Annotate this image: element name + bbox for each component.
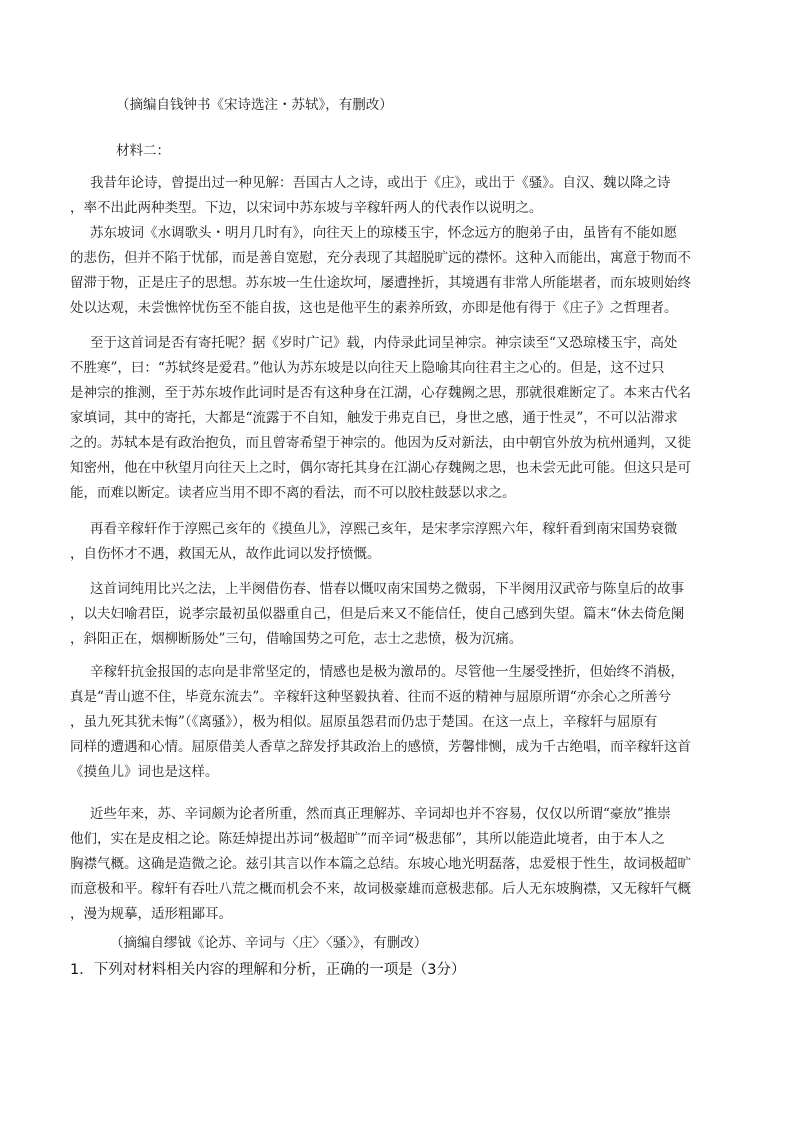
body-line: 知密州，他在中秋望月向往天上之时，偶尔寄托其身在江湖心存魏阙之思，也未尝无此可能。但这只是可 — [70, 460, 691, 476]
body-line: 处以达观，未尝憔悴忧伤至不能自拔，这也是他平生的素养所致，亦即是他有得于《庄子》之哲理者。 — [70, 300, 678, 316]
body-line: 再看辛稼轩作于淳熙己亥年的《摸鱼儿》，淳熙己亥年，是宋孝宗淳熙六年，稼轩看到南宋国势衰微 — [90, 521, 678, 537]
body-line: ，虽九死其犹未悔”（《离骚》），极为相似。屈原虽怨君而仍忠于楚国。在这一点上，辛稼轩与屈原有 — [70, 714, 658, 730]
body-line: 至于这首词是否有寄托呢？据《岁时广记》载，内侍录此词呈神宗。神宗读至“又恐琼楼玉宇，高处 — [90, 335, 678, 351]
question-1: 1．下列对材料相关内容的理解和分析，正确的一项是（3分） — [70, 962, 466, 978]
body-line: 能，而难以断定。读者应当用不即不离的看法，而不可以胶柱鼓瑟以求之。 — [70, 485, 516, 501]
body-line: 的悲伤，但并不陷于忧郁，而是善自宽慰，充分表现了其超脱旷远的襟怀。这种入而能出，寓意于物而不 — [70, 250, 691, 266]
body-line: 同样的遭遇和心情。屈原借美人香草之辞发抒其政治上的感愤，芳馨悱恻，成为千古绝唱，而辛稼轩这首 — [70, 739, 691, 755]
body-line: 胸襟气概。这确是造微之论。兹引其言以作本篇之总结。东坡心地光明磊落，忠爱根于性生，故词极超旷 — [70, 856, 691, 872]
source-citation-1: （摘编自钱钟书《宋诗选注・苏轼》，有删改） — [116, 97, 393, 113]
body-line: 之的。苏轼本是有政治抱负，而且曾寄希望于神宗的。他因为反对新法，由中朝官外放为杭州通判，又徙 — [70, 435, 691, 451]
source-citation-2: （摘编自缪钺《论苏、辛词与〈庄〉〈骚〉》，有删改） — [110, 935, 428, 951]
body-line: 留滞于物，正是庄子的思想。苏东坡一生仕途坎坷，屡遭挫折，其境遇有非常人所能堪者，而东坡则始终 — [70, 275, 691, 291]
body-line: 家填词，其中的寄托，大都是“流露于不自知，触发于弗克自已，身世之感，通于性灵”，不可以沾滞求 — [70, 410, 678, 426]
body-line: 他们，实在是皮相之论。陈廷焯提出苏词“极超旷”而辛词“极悲郁”，其所以能造此境者，由于本人之 — [70, 831, 665, 847]
body-line: 而意极和平。稼轩有吞吐八荒之概而机会不来，故词极豪雄而意极悲郁。后人无东坡胸襟，又无稼轩气概 — [70, 881, 691, 897]
body-line: ，自伤怀才不遇，救国无从，故作此词以发抒愤慨。 — [70, 546, 381, 562]
body-line: ，斜阳正在，烟柳断肠处”三句，借喻国势之可危，志士之悲愤，极为沉痛。 — [70, 631, 523, 647]
body-line: 我昔年论诗，曾提出过一种见解：吾国古人之诗，或出于《庄》，或出于《骚》。自汉、魏以降之诗 — [90, 175, 671, 191]
body-line: 近些年来，苏、辛词颇为论者所重，然而真正理解苏、辛词却也并不容易，仅仅以所谓“豪放”推崇 — [90, 806, 671, 822]
body-line: 是神宗的推测，至于苏东坡作此词时是否有这种身在江湖，心存魏阙之思，那就很难断定了。本来古代名 — [70, 385, 691, 401]
body-line: ，漫为规摹，适形粗鄙耳。 — [70, 906, 232, 922]
material-2-label: 材料二： — [116, 143, 170, 159]
body-line: 这首词纯用比兴之法，上半阕借伤春、惜春以慨叹南宋国势之微弱，下半阕用汉武帝与陈皇后的故事 — [90, 581, 684, 597]
body-line: 苏东坡词《水调歌头・明月几时有》，向往天上的琼楼玉宇，怀念远方的胞弟子由，虽皆有不能如愿 — [90, 225, 678, 241]
body-line: 不胜寒”，曰：“苏轼终是爱君。”他认为苏东坡是以向往天上隐喻其向往君主之心的。但是，这不过只 — [70, 360, 665, 376]
body-line: 辛稼轩抗金报国的志向是非常坚定的，情感也是极为激昂的。尽管他一生屡受挫折，但始终不消极， — [90, 664, 684, 680]
body-line: ，以夫妇喻君臣，说孝宗最初虽似器重自己，但是后来又不能信任，使自己感到失望。篇末“休去倚危阑 — [70, 606, 685, 622]
body-line: ，率不出此两种类型。下边，以宋词中苏东坡与辛稼轩两人的代表作以说明之。 — [70, 200, 543, 216]
body-line: 《摸鱼儿》词也是这样。 — [70, 764, 219, 780]
body-line: 真是“青山遮不住，毕竟东流去”。辛稼轩这种坚毅执着、往而不返的精神与屈原所谓“亦余心之所善兮 — [70, 689, 672, 705]
